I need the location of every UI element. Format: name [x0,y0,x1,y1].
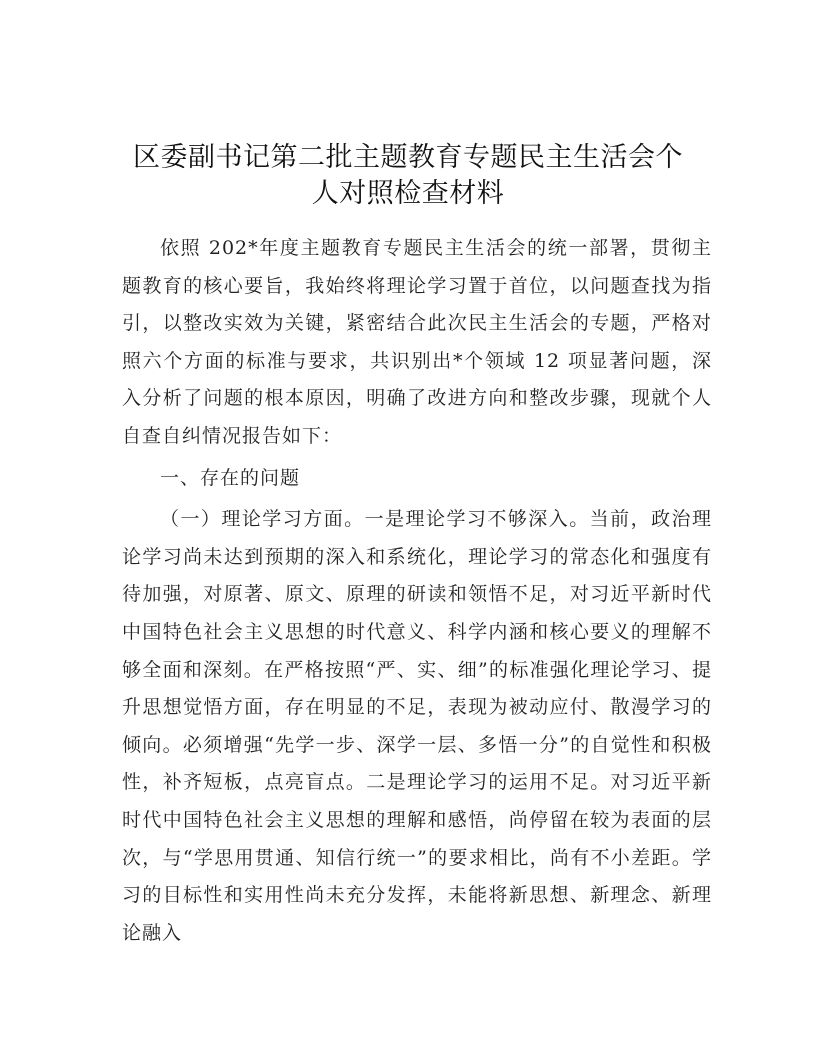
document-title [100,140,716,212]
body-paragraph: （一）理论学习方面。一是理论学习不够深入。当前，政治理论学习尚未达到预期的深入和系统化，理论学习的常态化和强度有待加强，对原著、原文、原理的研读和领悟不足，对习近平新时代中国特色社会主义思想的时代意义、科学内涵和核心要义的理解不够全面和深刻。在严格按照“严、实、细”的标准强化理论学习、提升思想觉悟方面，存在明显的不足，表现为被动应付、散漫学习的倾向。必须增强“先学一步、深学一层、多悟一分”的自觉性和积极性，补齐短板，点亮盲点。二是理论学习的运用不足。对习近平新时代中国特色社会主义思想的理解和感悟，尚停留在较为表面的层次，与“学思用贯通、知信行统一”的要求相比，尚有不小差距。学习的目标性和实用性尚未充分发挥，未能将新思想、新理念、新理论融入 [122,508,712,944]
document-body [122,230,712,952]
intro-paragraph: 依照 202*年度主题教育专题民主生活会的统一部署，贯彻主题教育的核心要旨，我始终将理论学习置于首位，以问题查找为指引，以整改实效为关键，紧密结合此次民主生活会的专题，严格对照六个方面的标准与要求，共识别出*个领域 12 项显著问题，深入分析了问题的根本原因，明确了改进方向和整改步骤，现就个人自查自纠情况报告如下： [122,237,712,447]
title-line-2: 人对照检查材料 [311,178,505,209]
section-heading: 一、存在的问题 [160,466,301,489]
title-line-1: 区委副书记第二批主题教育专题民主生活会个 [133,142,683,173]
